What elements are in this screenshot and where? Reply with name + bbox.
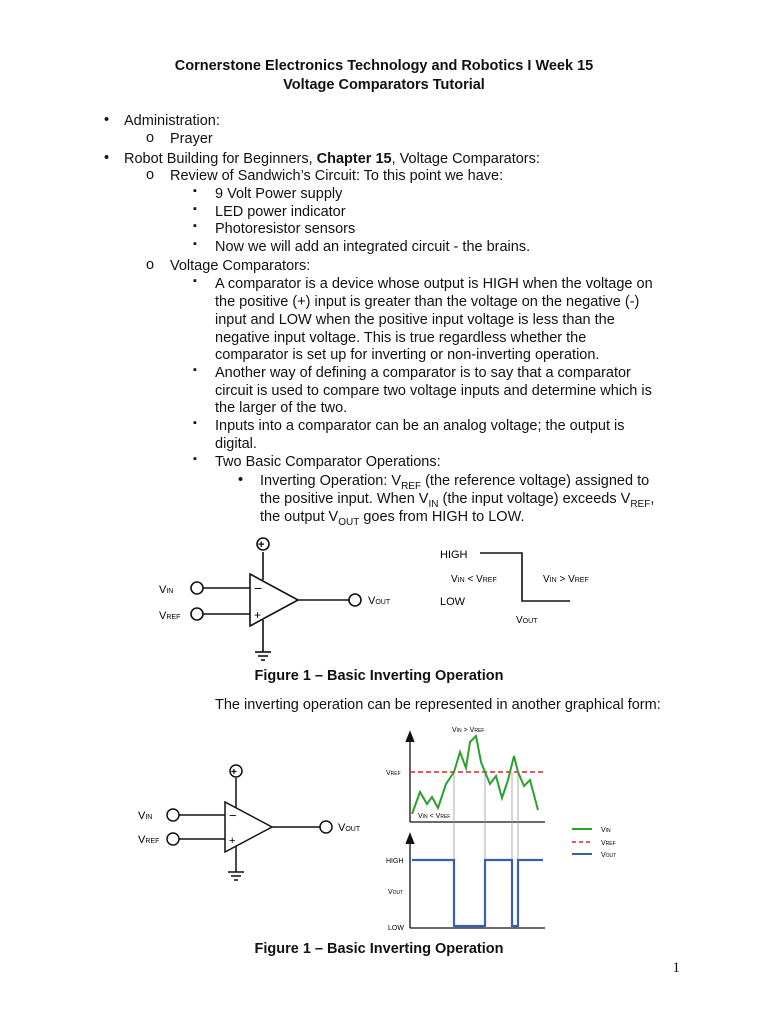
sub-bullet: o bbox=[146, 130, 155, 146]
square-bullet: ▪ bbox=[193, 364, 197, 376]
paragraph-line: input and LOW when the positive input voltage is less than the bbox=[215, 312, 615, 328]
legend-vref: VREF bbox=[601, 840, 616, 847]
review-item: Review of Sandwich’s Circuit: To this point we have: bbox=[170, 168, 504, 184]
vref-terminal bbox=[191, 608, 203, 620]
plus-sign: + bbox=[258, 539, 265, 551]
bullet-dot: • bbox=[238, 472, 244, 488]
square-bullet: ▪ bbox=[193, 238, 197, 250]
review-list-item: LED power indicator bbox=[215, 204, 346, 220]
low-label: LOW bbox=[440, 596, 466, 608]
vin-gt-vref-label: VIN > VREF bbox=[452, 727, 485, 734]
square-bullet: ▪ bbox=[193, 203, 197, 215]
vref-label: VREF bbox=[138, 834, 160, 846]
vout-axis-label: VOUT bbox=[388, 889, 404, 896]
legend-vin: VIN bbox=[601, 827, 611, 834]
high-label: HIGH bbox=[440, 549, 468, 561]
vin-label: VIN bbox=[159, 584, 174, 596]
review-list-item: 9 Volt Power supply bbox=[215, 186, 343, 202]
sub-bullet: o bbox=[146, 257, 155, 273]
page-number: 1 bbox=[672, 960, 680, 976]
document-subtitle: Voltage Comparators Tutorial bbox=[283, 77, 485, 93]
square-bullet: ▪ bbox=[193, 275, 197, 287]
paragraph-line: comparator is set up for inverting or non-inverting operation. bbox=[215, 347, 600, 363]
plot-legend bbox=[572, 827, 616, 859]
vout-label: VOUT bbox=[338, 822, 361, 834]
admin-item: Administration: bbox=[124, 113, 220, 129]
vin-lt-vref-label: VIN < VREF bbox=[418, 813, 451, 820]
figure-caption: Figure 1 – Basic Inverting Operation bbox=[254, 668, 504, 684]
bullet-dot: • bbox=[104, 112, 110, 128]
minus-sign: − bbox=[254, 580, 263, 596]
body-text: The inverting operation can be represented in another graphical form: bbox=[215, 697, 661, 713]
vout-label: VOUT bbox=[368, 595, 391, 607]
paragraph-line: the larger of the two. bbox=[215, 400, 348, 416]
minus-sign: − bbox=[229, 808, 237, 823]
paragraph-line: Inputs into a comparator can be an analog voltage; the output is bbox=[215, 418, 625, 434]
transfer-characteristic-graph bbox=[440, 540, 590, 630]
inverting-line: Inverting Operation: $V_{REF}$ (the reference voltage) assigned to bbox=[260, 473, 650, 492]
review-list-item: Now we will add an integrated circuit - the brains. bbox=[215, 239, 531, 255]
legend-vout: VOUT bbox=[601, 852, 617, 859]
paragraph-line: Two Basic Comparator Operations: bbox=[215, 454, 441, 470]
vout-terminal bbox=[349, 594, 361, 606]
inverting-line: the positive input. When $V_{IN}$ (the input voltage) exceeds $V_{REF}$, bbox=[260, 491, 655, 510]
square-bullet: ▪ bbox=[193, 185, 197, 197]
waveform-plot bbox=[380, 722, 630, 934]
square-bullet: ▪ bbox=[193, 220, 197, 232]
vout-waveform bbox=[412, 860, 543, 926]
figure-caption-2: Figure 1 – Basic Inverting Operation bbox=[254, 941, 504, 957]
vin-gt-vref-label: VIN > VREF bbox=[543, 574, 589, 585]
paragraph-line: negative input voltage. This is true regardless whether the bbox=[215, 330, 587, 346]
plus-sign: + bbox=[254, 608, 262, 622]
square-bullet: ▪ bbox=[193, 453, 197, 465]
prayer-item: Prayer bbox=[170, 131, 213, 147]
voltage-comparators-item: Voltage Comparators: bbox=[170, 258, 311, 274]
vout-label: VOUT bbox=[516, 615, 538, 626]
vin-label: VIN bbox=[138, 810, 153, 822]
plus-sign: + bbox=[231, 767, 237, 778]
robot-building-item: Robot Building for Beginners, Chapter 15, Voltage Comparators: bbox=[124, 151, 540, 167]
comparator-circuit-diagram bbox=[150, 530, 410, 670]
paragraph-line: A comparator is a device whose output is HIGH when the voltage on bbox=[215, 276, 653, 292]
vin-terminal bbox=[191, 582, 203, 594]
bullet-dot: • bbox=[104, 150, 110, 166]
inverting-line: the output $V_{OUT}$ goes from HIGH to LOW. bbox=[260, 509, 525, 528]
document-title: Cornerstone Electronics Technology and Robotics I Week 15 bbox=[174, 58, 594, 74]
high-axis-label: HIGH bbox=[386, 858, 404, 865]
paragraph-line: the positive (+) input is greater than the voltage on the negative (-) bbox=[215, 294, 640, 310]
vin-lt-vref-label: VIN < VREF bbox=[451, 574, 497, 585]
square-bullet: ▪ bbox=[193, 417, 197, 429]
paragraph-line: Another way of defining a comparator is to say that a comparator bbox=[215, 365, 631, 381]
review-list-item: Photoresistor sensors bbox=[215, 221, 356, 237]
vin-waveform bbox=[412, 736, 538, 814]
paragraph-line: circuit is used to compare two voltage inputs and determine which is bbox=[215, 383, 652, 399]
sub-bullet: o bbox=[146, 167, 155, 183]
comparator-circuit-diagram-2 bbox=[130, 758, 390, 888]
low-axis-label: LOW bbox=[388, 925, 404, 932]
vref-label: VREF bbox=[159, 610, 181, 622]
vref-axis-label: VREF bbox=[386, 770, 401, 777]
plus-sign: + bbox=[229, 835, 236, 847]
paragraph-line: digital. bbox=[215, 436, 257, 452]
